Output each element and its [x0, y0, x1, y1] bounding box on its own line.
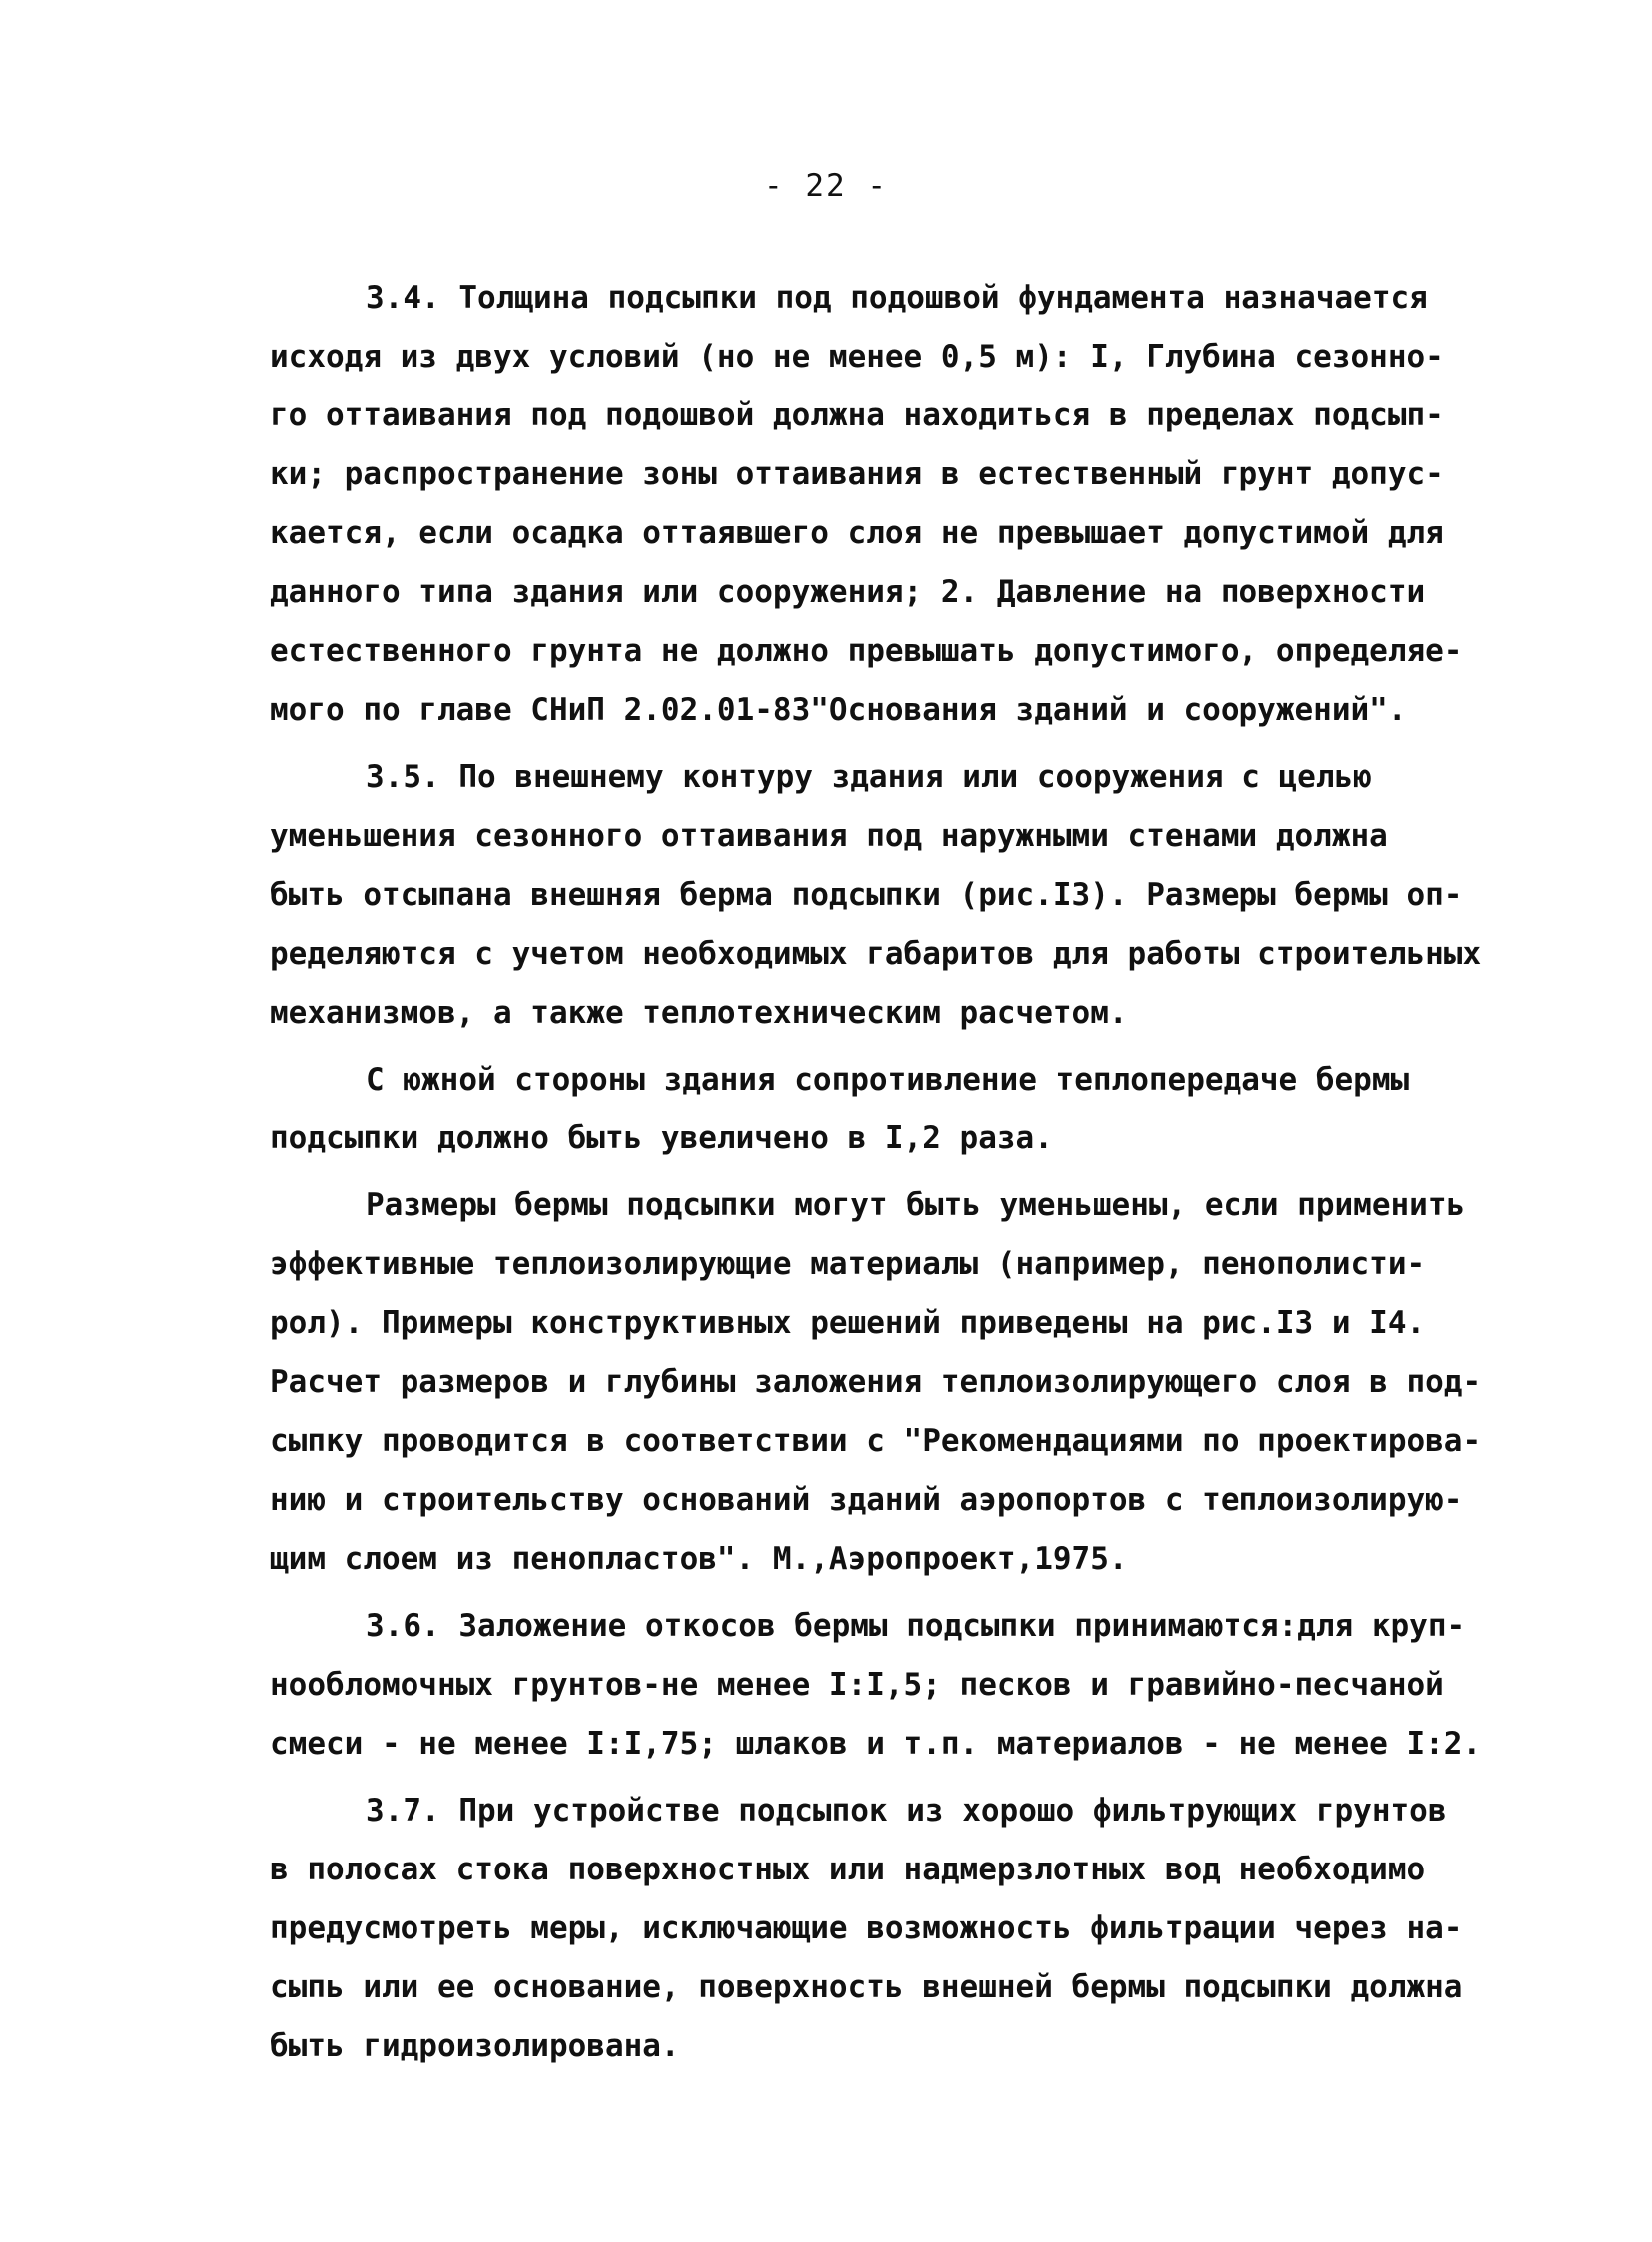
text-line: уменьшения сезонного оттаивания под наружными стенами должна: [270, 818, 1388, 854]
text-line: исходя из двух условий (но не менее 0,5 м): I, Глубина сезонно-: [270, 339, 1444, 374]
text-line: 3.7. При устройстве подсыпок из хорошо фильтрующих грунтов: [366, 1793, 1447, 1829]
text-line: мого по главе СНиП 2.02.01-83"Основания зданий и сооружений".: [270, 692, 1407, 728]
page-number: - 22 -: [764, 168, 888, 204]
text-line: 3.5. По внешнему контуру здания или сооружения с целью: [366, 759, 1372, 795]
text-line: 3.6. Заложение откосов бермы подсыпки принимаются:для круп-: [366, 1608, 1466, 1644]
text-line: в полосах стока поверхностных или надмерзлотных вод необходимо: [270, 1852, 1426, 1887]
text-line: сыпку проводится в соответствии с "Рекомендациями по проектирова-: [270, 1423, 1482, 1459]
text-line: С южной стороны здания сопротивление теплопередаче бермы: [366, 1062, 1410, 1098]
text-line: быть гидроизолирована.: [270, 2028, 680, 2064]
text-line: смеси - не менее I:I,75; шлаков и т.п. материалов - не менее I:2.: [270, 1726, 1482, 1762]
text-line: механизмов, а также теплотехническим расчетом.: [270, 995, 1128, 1031]
text-line: го оттаивания под подошвой должна находиться в пределах подсып-: [270, 397, 1444, 433]
text-line: подсыпки должно быть увеличено в I,2 раза.: [270, 1121, 1053, 1156]
text-line: щим слоем из пенопластов". М.,Аэропроект,1975.: [270, 1541, 1128, 1577]
text-line: нию и строительству оснований зданий аэропортов с теплоизолирую-: [270, 1482, 1463, 1518]
text-line: нообломочных грунтов-не менее I:I,5; песков и гравийно-песчаной: [270, 1667, 1444, 1703]
text-line: предусмотреть меры, исключающие возможность фильтрации через на-: [270, 1910, 1463, 1946]
text-line: кается, если осадка оттаявшего слоя не превышает допустимой для: [270, 515, 1444, 551]
text-line: данного типа здания или сооружения; 2. Давление на поверхности: [270, 574, 1426, 610]
text-line: эффективные теплоизолирующие материалы (например, пенополисти-: [270, 1246, 1426, 1282]
text-line: ки; распространение зоны оттаивания в естественный грунт допус-: [270, 456, 1444, 492]
text-line: быть отсыпана внешняя берма подсыпки (рис.I3). Размеры бермы оп-: [270, 877, 1463, 913]
text-line: Размеры бермы подсыпки могут быть уменьшены, если применить: [366, 1187, 1466, 1223]
text-line: Расчет размеров и глубины заложения теплоизолирующего слоя в под-: [270, 1364, 1482, 1400]
text-line: рол). Примеры конструктивных решений приведены на рис.I3 и I4.: [270, 1305, 1426, 1341]
text-line: 3.4. Толщина подсыпки под подошвой фундамента назначается: [366, 280, 1428, 316]
text-line: ределяются с учетом необходимых габаритов для работы строительных: [270, 936, 1482, 972]
text-line: естественного грунта не должно превышать допустимого, определяе-: [270, 633, 1463, 669]
text-line: сыпь или ее основание, поверхность внешней бермы подсыпки должна: [270, 1969, 1463, 2005]
